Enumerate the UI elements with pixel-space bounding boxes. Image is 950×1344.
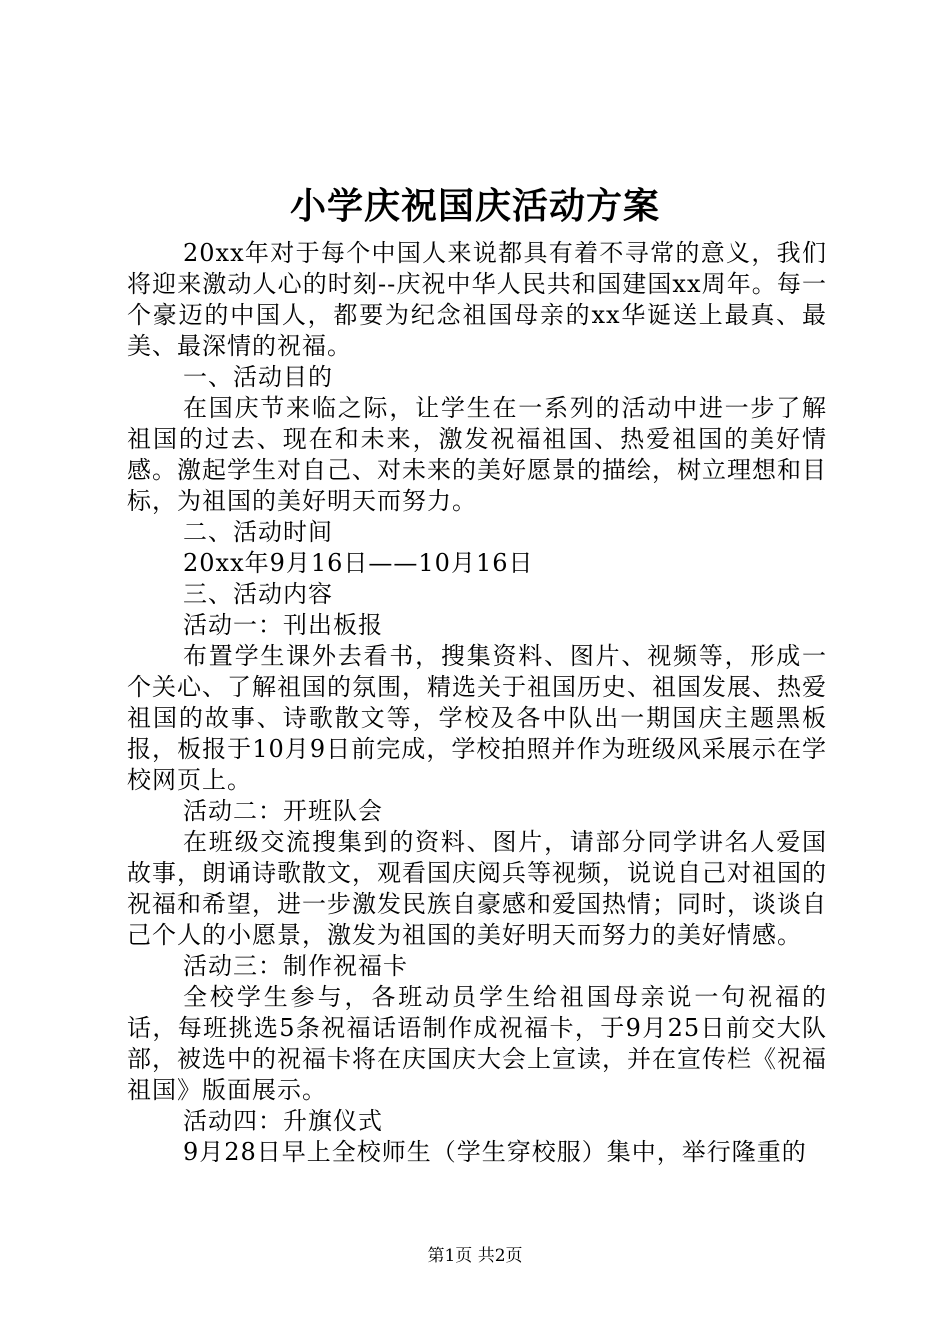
activity-one-paragraph: 布置学生课外去看书，搜集资料、图片、视频等，形成一个关心、了解祖国的氛围，精选关于祖国历史、祖国发展、热爱祖国的故事、诗歌散文等，学校及各中队出一期国庆主题黑板报，板报于10月9日前完成，学校拍照并作为班级风采展示在学校网页上。 — [127, 642, 827, 794]
activity-date-range: 20xx年9月16日——10月16日 — [183, 549, 534, 577]
document-title: 小学庆祝国庆活动方案 — [289, 185, 660, 227]
activity-two-paragraph: 在班级交流搜集到的资料、图片，请部分同学讲名人爱国故事，朗诵诗歌散文，观看国庆阅兵等视频，说说自己对祖国的祝福和希望，进一步激发民族自豪感和爱国热情；同时，谈谈自己个人的小愿景，激发为祖国的美好明天而努力的美好情感。 — [127, 828, 827, 949]
activity-two-heading: 活动二：开班队会 — [183, 797, 383, 825]
section-heading-time: 二、活动时间 — [183, 518, 333, 546]
document-body — [127, 238, 827, 1168]
section-heading-purpose: 一、活动目的 — [183, 363, 333, 391]
page-footer: 第1页 共2页 — [427, 1246, 523, 1266]
activity-three-heading: 活动三：制作祝福卡 — [183, 952, 408, 980]
section-heading-content: 三、活动内容 — [183, 580, 333, 608]
activity-one-heading: 活动一：刊出板报 — [183, 611, 383, 639]
purpose-paragraph: 在国庆节来临之际，让学生在一系列的活动中进一步了解祖国的过去、现在和未来，激发祝福祖国、热爱祖国的美好情感。激起学生对自己、对未来的美好愿景的描绘，树立理想和目标，为祖国的美好明天而努力。 — [127, 394, 827, 515]
intro-paragraph: 20xx年对于每个中国人来说都具有着不寻常的意义，我们将迎来激动人心的时刻--庆祝中华人民共和国建国xx周年。每一个豪迈的中国人，都要为纪念祖国母亲的xx华诞送上最真、最美、最深情的祝福。 — [127, 239, 827, 360]
activity-three-paragraph: 全校学生参与，各班动员学生给祖国母亲说一句祝福的话，每班挑选5条祝福话语制作成祝福卡，于9月25日前交大队部，被选中的祝福卡将在庆国庆大会上宣读，并在宣传栏《祝福祖国》版面展示。 — [127, 983, 827, 1104]
activity-four-heading: 活动四：升旗仪式 — [183, 1107, 383, 1135]
activity-four-paragraph: 9月28日早上全校师生（学生穿校服）集中，举行隆重的 — [183, 1138, 807, 1166]
